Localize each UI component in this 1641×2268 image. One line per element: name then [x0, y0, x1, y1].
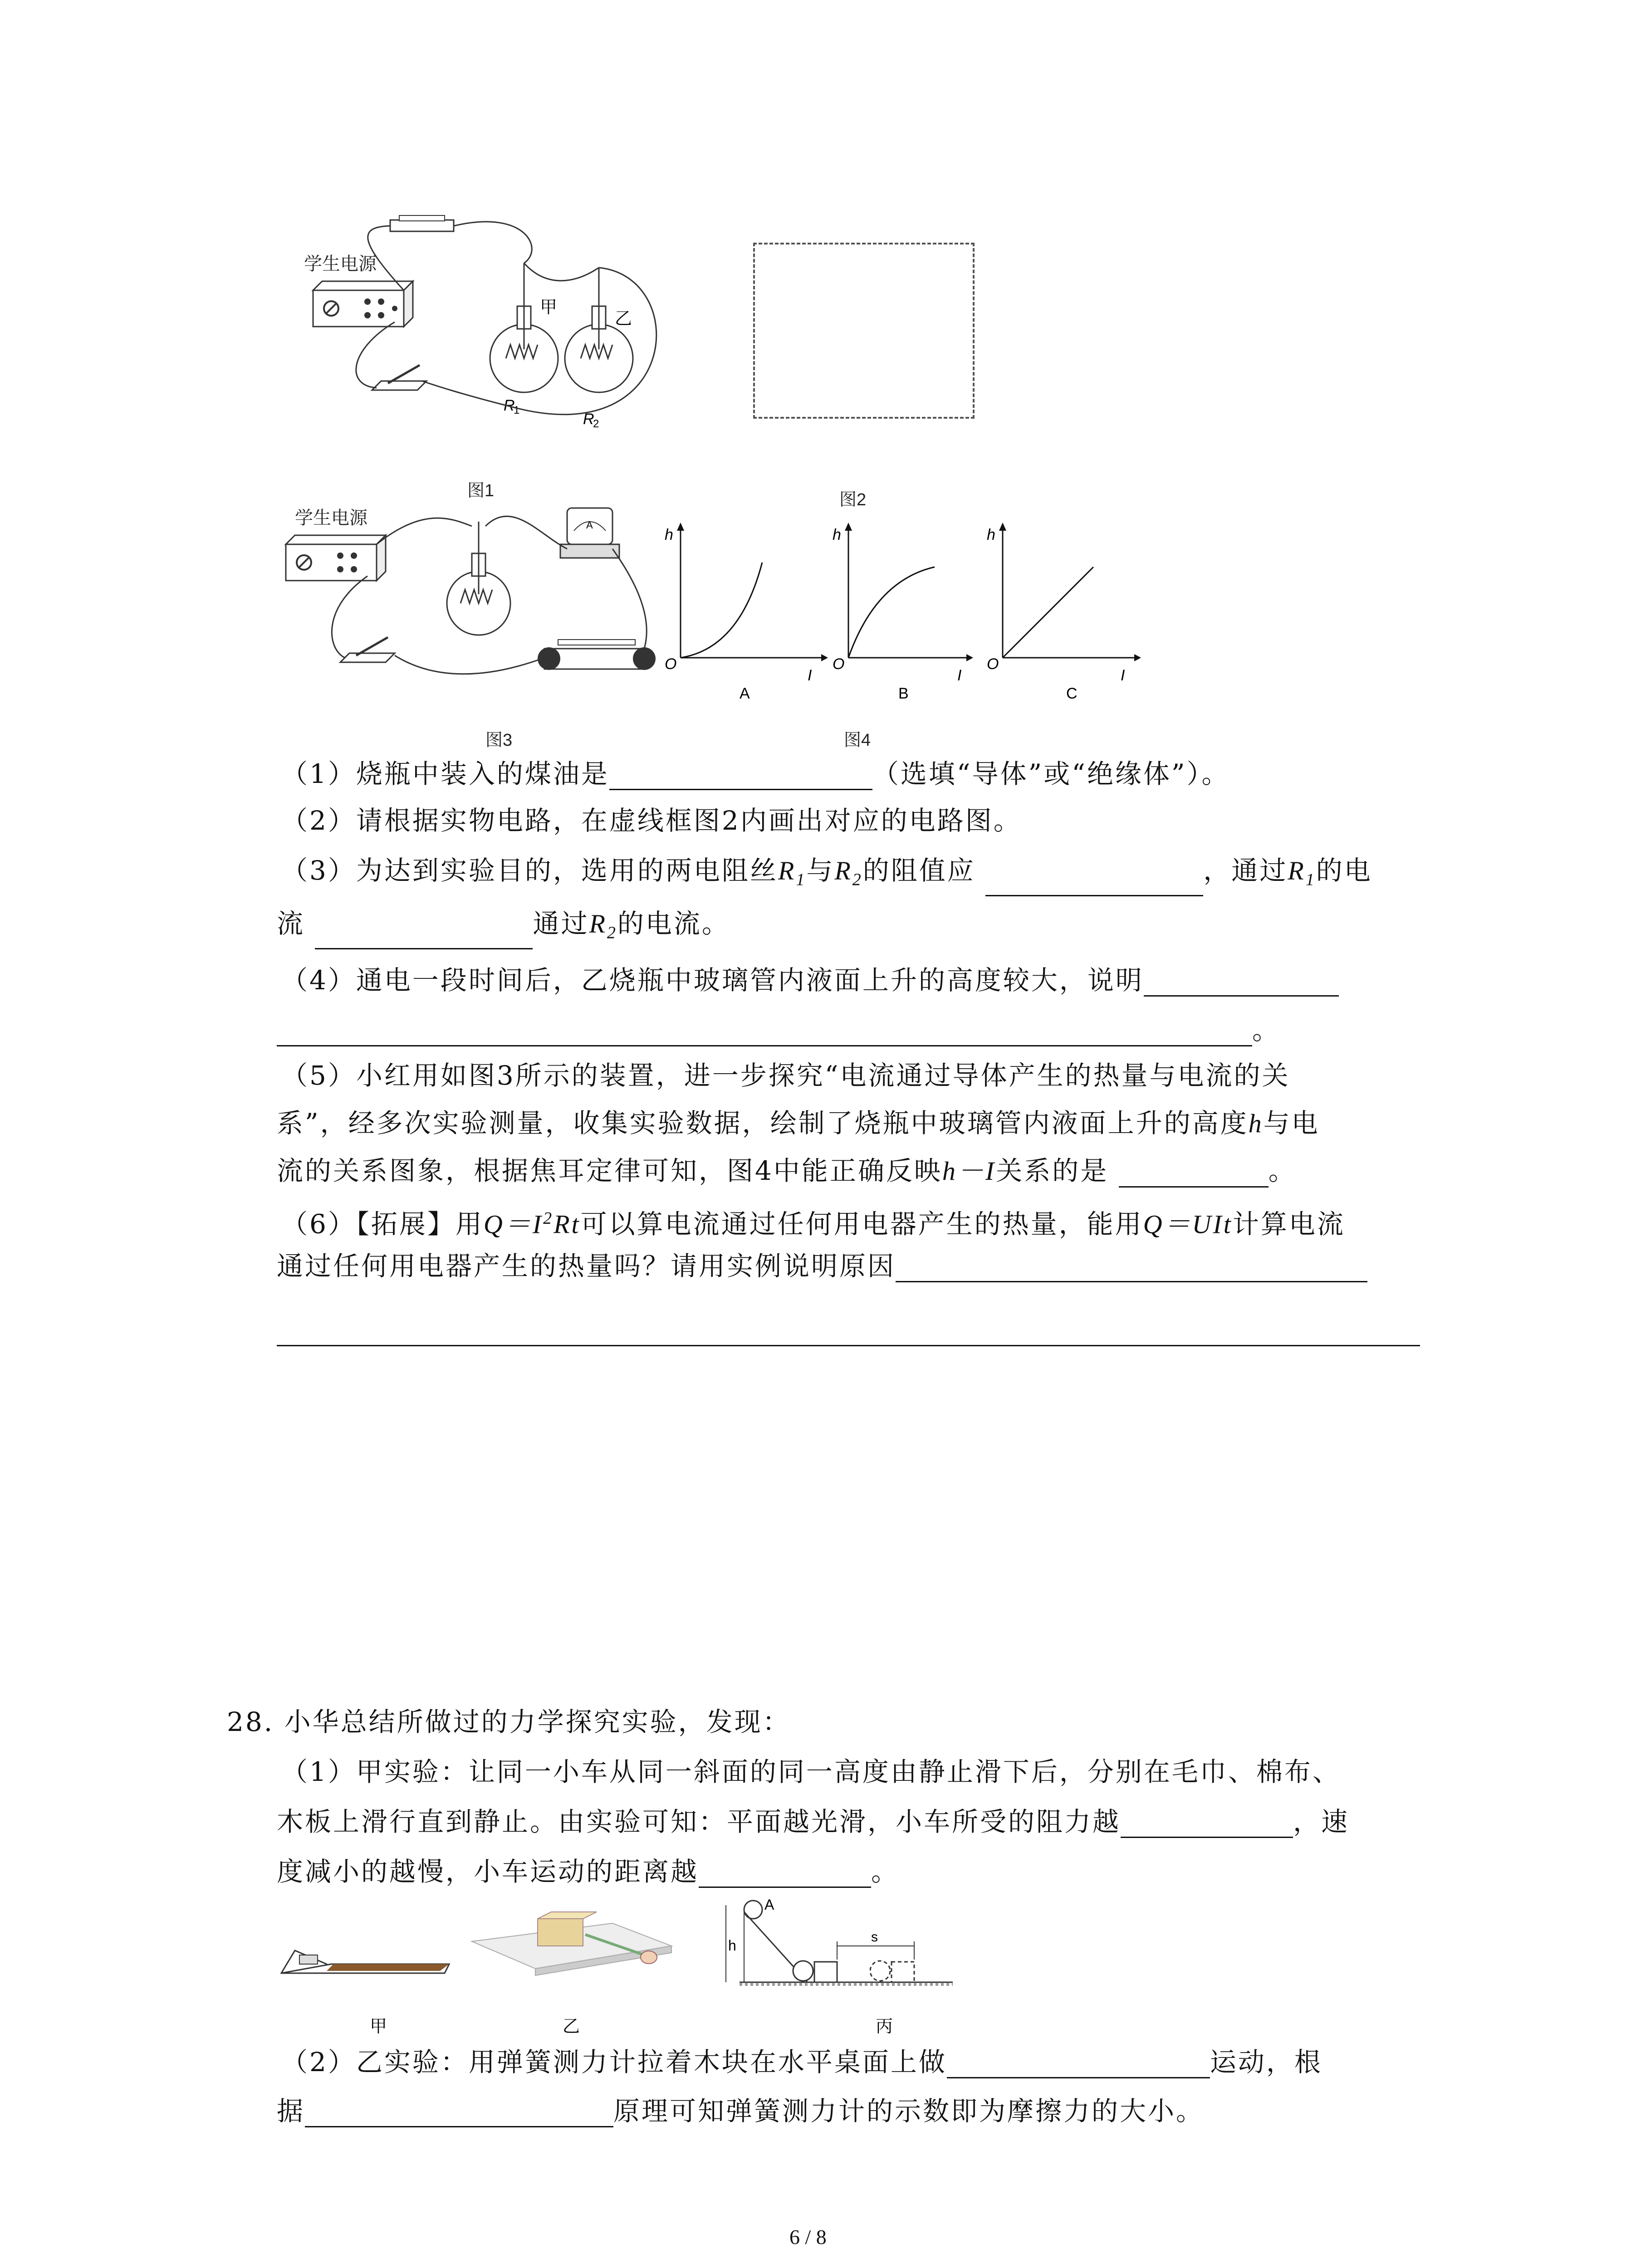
- answer-blank[interactable]: [315, 921, 533, 949]
- fig1-r2-label: R: [583, 411, 594, 428]
- answer-blank[interactable]: [1119, 1159, 1269, 1188]
- rheostat-icon: [538, 640, 656, 670]
- q27-part4: （4）通电一段时间后，乙烧瓶中玻璃管内液面上升的高度较大，说明: [281, 964, 1339, 997]
- rheostat-icon: [390, 215, 454, 231]
- fig1-r1-label: R: [504, 397, 515, 414]
- graph-b-letter: B: [898, 685, 909, 702]
- answer-blank[interactable]: [1144, 968, 1339, 997]
- q27-part6-line2: 通过任何用电器产生的热量吗？请用实例说明原因: [277, 1250, 1367, 1282]
- answer-blank[interactable]: [947, 2050, 1210, 2078]
- q27-part2: （2）请根据实物电路，在虚线框图2内画出对应的电路图。: [281, 805, 1022, 836]
- fig3-power-label: 学生电源: [295, 508, 367, 528]
- fig3-caption: 图3: [485, 731, 513, 750]
- q28-part1-line2: 木板上滑行直到静止。由实验可知：平面越光滑，小车所受的阻力越 ，速: [277, 1806, 1350, 1837]
- answer-blank[interactable]: [609, 762, 872, 790]
- figure-3-circuit-apparatus: [277, 499, 662, 689]
- q28-heading: 28. 小华总结所做过的力学探究实验，发现：: [227, 1706, 791, 1737]
- figure-1-circuit-apparatus: [290, 213, 699, 449]
- answer-blank[interactable]: [277, 1018, 1252, 1046]
- graph-c-h-label: h: [987, 526, 995, 543]
- switch-icon: [372, 365, 426, 390]
- answer-blank[interactable]: [896, 1254, 1367, 1282]
- fig1-r2-sub: 2: [593, 418, 599, 430]
- flask-icon: [447, 522, 510, 635]
- graph-c-letter: C: [1066, 685, 1078, 702]
- fig5-jia-label: 甲: [370, 2017, 387, 2036]
- graph-a: [665, 523, 828, 702]
- ammeter-icon: [560, 508, 619, 558]
- q27-part5-line2: 系”，经多次实验测量，收集实验数据，绘制了烧瓶中玻璃管内液面上升的高度h与电: [277, 1108, 1320, 1139]
- ball-incline-icon: [726, 1901, 953, 1984]
- fig5-s-label: s: [871, 1930, 878, 1945]
- graph-c: [987, 523, 1141, 702]
- graph-b-i-label: I: [957, 667, 962, 684]
- q28-figures: [272, 1896, 1043, 2037]
- switch-icon: [340, 637, 395, 662]
- flask-yi-icon: [565, 268, 633, 392]
- answer-blank[interactable]: [1121, 1809, 1293, 1838]
- fig5-yi-label: 乙: [563, 2017, 580, 2036]
- ammeter-letter: A: [586, 519, 593, 531]
- block-on-table-icon: [472, 1912, 671, 1975]
- fig4-caption: 图4: [844, 731, 871, 750]
- q28-part1-line1: （1）甲实验：让同一小车从同一斜面的同一高度由静止滑下后，分别在毛巾、棉布、: [281, 1756, 1341, 1787]
- answer-blank[interactable]: [985, 868, 1203, 896]
- fig1-jia-label: 甲: [540, 298, 558, 317]
- q27-part6-line1: （6）【拓展】用$Q=I^2Rt$可以算电流通过任何用电器产生的热量，能用Q＝UIt计算电流: [281, 1208, 1345, 1240]
- graph-a-h-label: h: [665, 526, 673, 543]
- graph-a-letter: A: [740, 685, 750, 702]
- q27-part3-line2: 流 通过$R_2$的电流。: [277, 907, 730, 949]
- power-supply-icon: [313, 281, 413, 327]
- graph-a-i-label: I: [808, 667, 812, 684]
- q27-part5-line3: 流的关系图象，根据焦耳定律可知，图4中能正确反映h－I关系的是 。: [277, 1154, 1297, 1188]
- fig1-power-label: 学生电源: [304, 254, 377, 274]
- fig5-a-label: A: [764, 1897, 774, 1913]
- graph-c-i-label: I: [1121, 667, 1125, 684]
- graph-b-h-label: h: [833, 526, 841, 543]
- fig1-yi-label: 乙: [615, 309, 632, 328]
- q28-part1-line3: 度减小的越慢，小车运动的距离越 。: [277, 1856, 900, 1887]
- graph-b-o-label: O: [833, 655, 845, 673]
- q28-part2-line2: 据 原理可知弹簧测力计的示数即为摩擦力的大小。: [277, 2096, 1205, 2126]
- answer-blank-long[interactable]: [277, 1345, 1420, 1346]
- graph-b: [833, 523, 973, 702]
- fig1-r1-sub: 1: [514, 404, 520, 416]
- q28-part2-line1: （2）乙实验：用弹簧测力计拉着木块在水平桌面上做 运动，根: [281, 2047, 1323, 2077]
- ramp-icon: [281, 1950, 449, 1973]
- figure-4-graphs: [662, 513, 1161, 703]
- fig1-caption: 图1: [467, 481, 495, 500]
- q27-part1: （1）烧瓶中装入的煤油是 （选填“导体”或“绝缘体”）。: [281, 758, 1230, 789]
- power-supply-icon: [286, 535, 386, 581]
- graph-a-o-label: O: [665, 655, 677, 673]
- answer-blank[interactable]: [699, 1859, 871, 1888]
- fig2-caption: 图2: [839, 490, 867, 509]
- flask-jia-icon: [490, 263, 558, 392]
- figure-2-dashed-box: [753, 243, 975, 419]
- answer-blank[interactable]: [305, 2099, 613, 2127]
- fig5-bing-label: 丙: [876, 2017, 893, 2036]
- fig5-h-label: h: [728, 1937, 736, 1954]
- q27-part3-line1: （3）为达到实验目的，选用的两电阻丝$R_1$与$R_2$的阻值应 ，通过$R_1$的电: [281, 854, 1372, 896]
- graph-c-o-label: O: [987, 655, 999, 673]
- page-number: 6 / 8: [789, 2225, 827, 2248]
- q27-part5-line1: （5）小红用如图3所示的装置，进一步探究“电流通过导体产生的热量与电流的关: [281, 1060, 1290, 1091]
- q27-part4-line2: 。: [277, 1014, 1280, 1046]
